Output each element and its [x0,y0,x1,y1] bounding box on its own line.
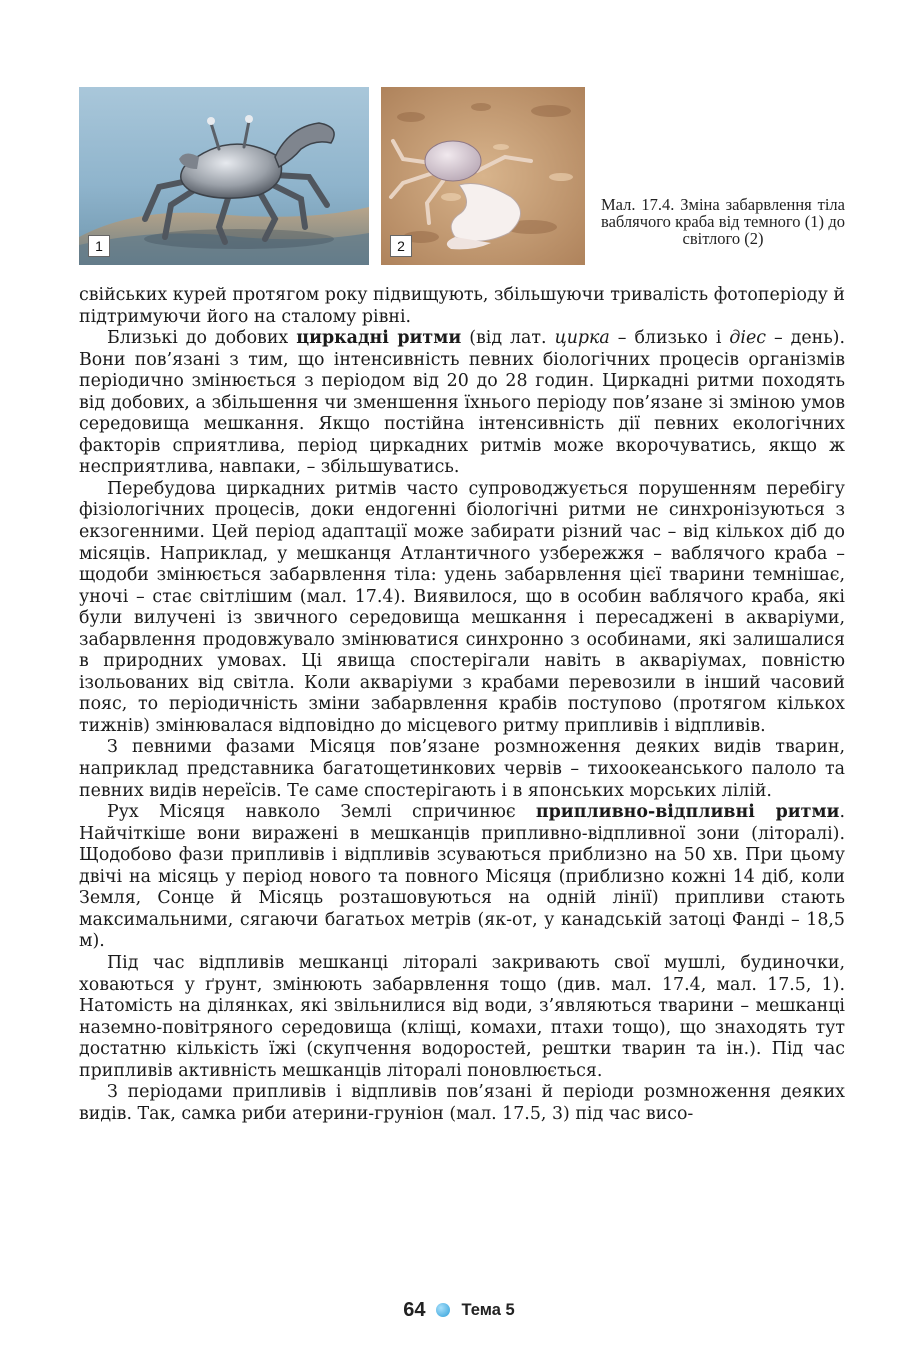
crab-dark-illustration [79,87,369,265]
italic-term: діес [729,328,766,349]
text-run: Близькі до добових [107,328,297,349]
photo-number-label: 2 [390,235,412,257]
text-run: свійських курей протягом року підвищують, збільшуючи тривалість фотоперіоду й підтримуючи його на сталому рівні. [79,285,845,327]
italic-term: циркa [554,328,610,349]
crab-photo-light [381,87,585,265]
crab-photo-dark [79,87,369,265]
text-run: (від лат. [461,328,555,349]
paragraph [79,953,845,1082]
paragraph [79,802,845,953]
paragraph [79,737,845,802]
text-run: . Найчіткіше вони виражені в мешканців припливно-відпливної зони (літоралі). Щодобово фази припливів і відпливів зсуваються приблизно на 50 хв. При цьому двічі на місяць у період нового та повного Місяця (приблизно кожні 14 діб, коли Земля, Сонце й Місяць розташовуються на одній лінії) припливи стають максимальними, сягаючи багатьох метрів (як-от, у канадській затоці Фанді – 18,5 м). [79,802,845,952]
bold-term: припливно-відпливні ритми [535,802,840,823]
text-run: Рух Місяця навколо Землі спричинює [107,802,536,823]
text-run: З періодами припливів і відпливів пов’язані й періоди розмноження деяких видів. Так, самка риби атерини-груніон (мал. 17.5, 3) під час висо- [79,1082,845,1124]
paragraph [79,479,845,738]
paragraph [79,285,845,328]
paragraph [79,1082,845,1125]
topic-label: Тема 5 [461,1300,515,1319]
bold-term: циркадні ритми [296,328,462,349]
bullet-dot-icon [436,1303,450,1317]
page-number: 64 [403,1298,426,1321]
body-text [79,285,845,1125]
text-run: Під час відпливів мешканці літоралі закривають свої мушлі, будиночки, ховаються у ґрунт, змінюють забарвлення тощо (див. мал. 17.4, мал. 17.5, 1). Натомість на ділянках, які звільнилися від води, з’являються тварини – мешканці наземно-повітряного середовища (кліщі, комахи, птахи тощо), що знаходять тут достатню кількість їжі (скупчення водоростей, рештки тварин та ін.). Під час припливів активність мешканців літоралі поновлюється. [79,952,845,1081]
text-run: – день). Вони пов’язані з тим, що інтенсивність певних біологічних процесів організмів періодично змінюється з періодом від 20 до 28 годин. Циркадні ритми походять від добових, а збільшення чи зменшення їхнього періоду пов’язане зі зміною умов середовища мешкання. Якщо постійна інтенсивність дії певних екологічних факторів сприятлива, період циркадних ритмів може вкорочуватись, якщо ж несприятлива, навпаки, – збільшуватись. [79,328,845,478]
page-footer [0,1298,918,1322]
text-run: З певними фазами Місяця пов’язане розмноження деяких видів тварин, наприклад представника багатощетинкових червів – тихоокеанського палоло та певних видів нереїсів. Те саме спостерігають і в японських морських лілій. [79,737,845,801]
text-run: Перебудова циркадних ритмів часто супроводжується порушенням перебігу фізіологічних процесів, доки ендогенні біологічні ритми не синхронізуються з екзогенними. Цей період адаптації може забирати різний час – від кількох діб до місяців. Наприклад, у мешканця Атлантичного узбережжя – ваблячого краба – щодоби змінюється забарвлення тіла: удень забарвлення цієї тварини темнішає, уночі – стає світлішим (мал. 17.4). Виявилося, що в особин ваблячого краба, які були вилучені із звичного середовища мешкання і пересаджені в акваріуми, забарвлення продовжувало змінюватися синхронно з особинами, які залишалися в природних умовах. Ці явища спостерігали навіть в акваріумах, повністю ізольованих від світла. Коли акваріуми з крабами перевозили в інший часовий пояс, то періодичність зміни забарвлення крабів поступово (протягом кількох тижнів) змінювалася відповідно до місцевого ритму припливів і відпливів. [79,478,845,736]
photo-number-label: 1 [88,235,110,257]
text-run: – близько і [609,328,730,349]
figure-caption: Мал. 17.4. Зміна забарвлення тіла ваблячого краба від темного (1) до світлого (2) [601,195,845,248]
paragraph [79,328,845,479]
